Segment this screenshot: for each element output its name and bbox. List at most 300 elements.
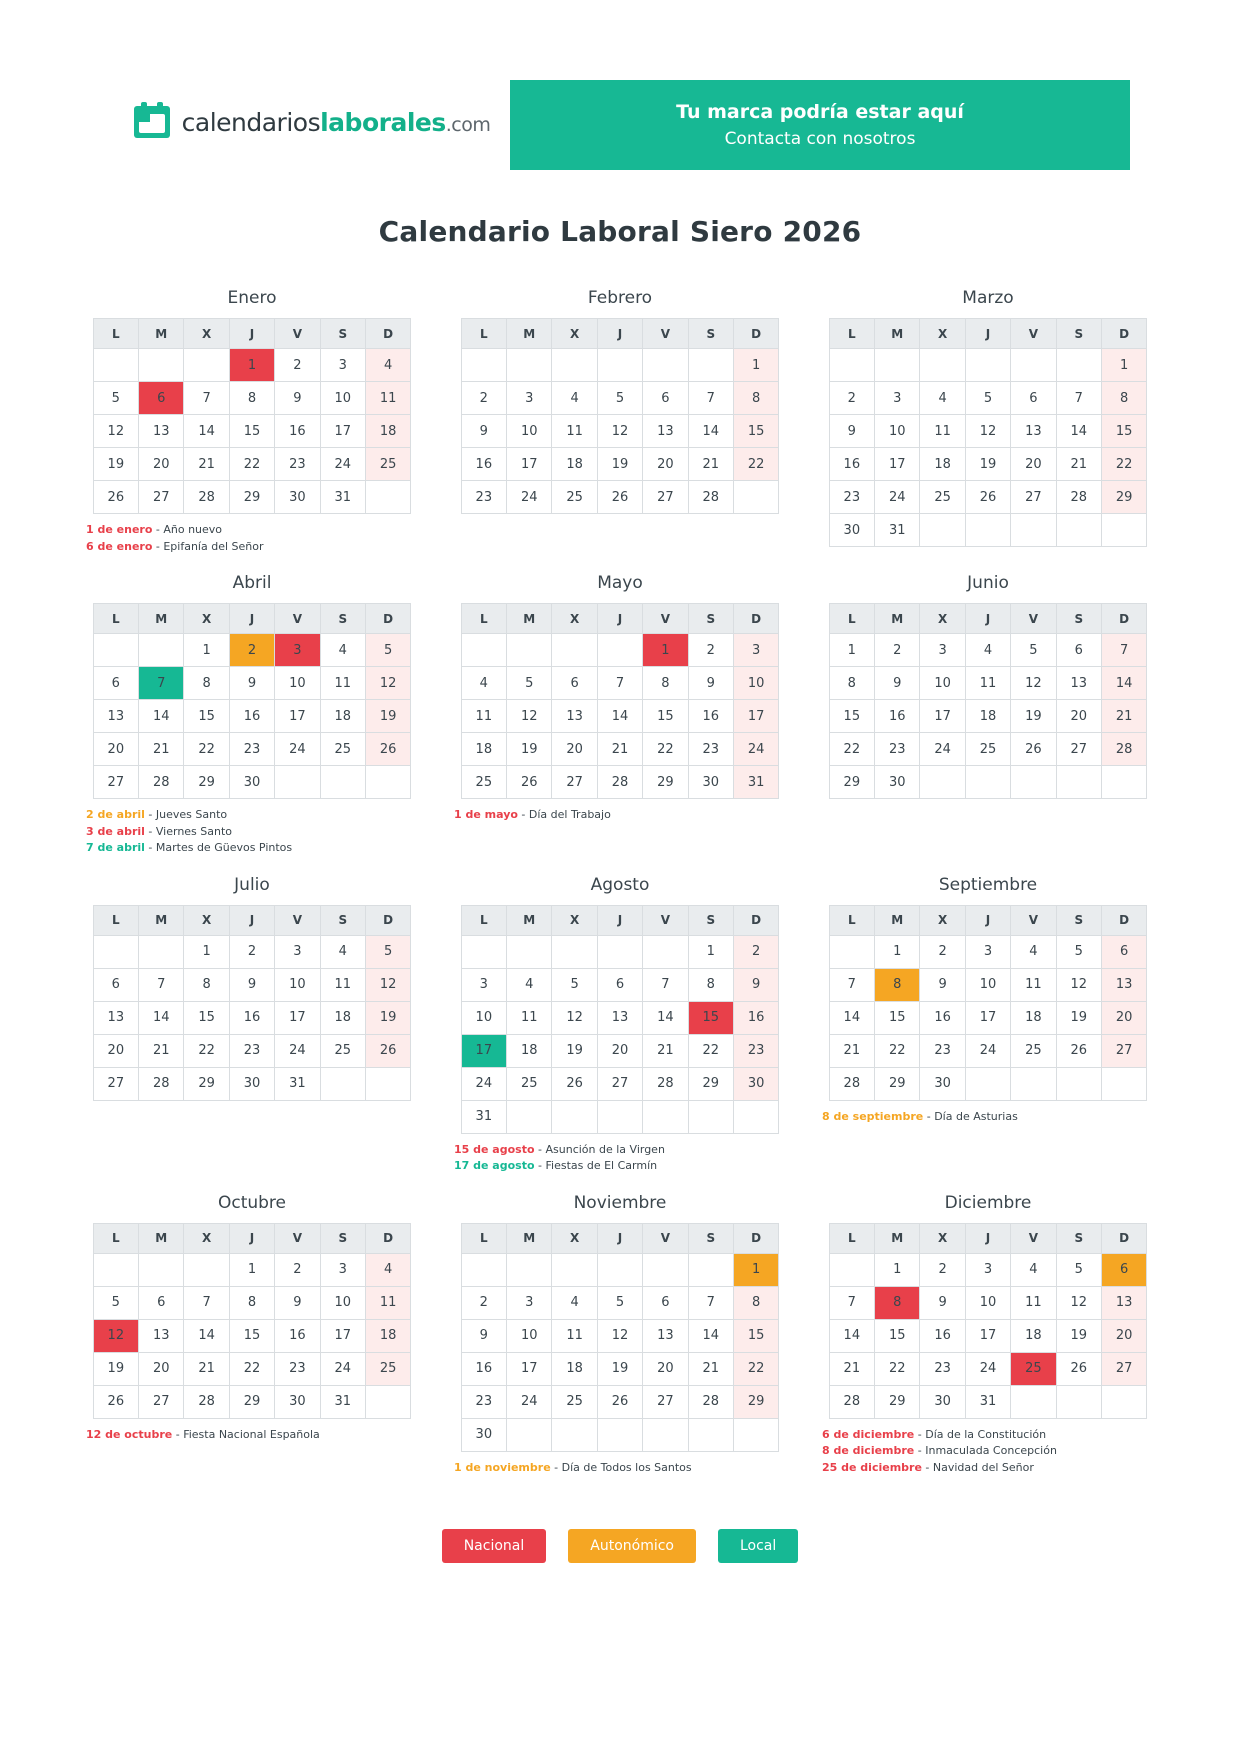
day-cell: 26 (1056, 1352, 1101, 1385)
day-cell: 23 (275, 448, 320, 481)
day-cell: 21 (139, 733, 184, 766)
month-block (450, 1193, 790, 1495)
day-cell: 22 (875, 1034, 920, 1067)
day-cell: 24 (507, 481, 552, 514)
holiday-note-date: 1 de enero (86, 523, 153, 536)
day-cell: 18 (552, 1352, 597, 1385)
day-cell: 6 (1011, 382, 1056, 415)
holiday-note (86, 807, 422, 824)
holiday-note-date: 8 de septiembre (822, 1109, 924, 1123)
day-cell: 25 (365, 1352, 410, 1385)
day-cell: 20 (1011, 448, 1056, 481)
week-row (461, 935, 779, 968)
day-cell: 22 (643, 733, 688, 766)
day-cell: 2 (920, 1253, 965, 1286)
holiday-note-text: - Día de la Constitución (914, 1427, 1047, 1441)
day-cell: 31 (733, 766, 778, 799)
month-name: Abril (232, 573, 272, 593)
day-cell: 15 (733, 1319, 778, 1352)
day-cell: 21 (643, 1034, 688, 1067)
holiday-note-date: 8 de diciembre (822, 1444, 915, 1457)
day-cell: 5 (965, 382, 1010, 415)
holiday-note-date: 15 de agosto (454, 1142, 535, 1156)
day-cell: 12 (597, 415, 642, 448)
day-cell: 9 (829, 415, 874, 448)
day-cell: 29 (688, 1067, 733, 1100)
holiday-notes (454, 1460, 790, 1477)
day-cell: 21 (597, 733, 642, 766)
holiday-note (86, 840, 422, 857)
empty-day-cell (688, 1253, 733, 1286)
empty-day-cell (1101, 514, 1146, 547)
week-row (461, 448, 779, 481)
day-cell: 11 (365, 1286, 410, 1319)
empty-day-cell (507, 349, 552, 382)
day-cell: 10 (733, 667, 778, 700)
weekday-header: L (93, 604, 138, 634)
day-cell: 25 (552, 481, 597, 514)
day-cell: 7 (1101, 634, 1146, 667)
weekday-header: J (229, 1223, 274, 1253)
empty-day-cell (829, 935, 874, 968)
weekday-header: X (184, 319, 229, 349)
day-cell: 24 (320, 1352, 365, 1385)
day-cell: 9 (275, 1286, 320, 1319)
day-cell: 14 (1056, 415, 1101, 448)
week-row (93, 700, 411, 733)
day-cell: 19 (507, 733, 552, 766)
month-name: Agosto (590, 874, 650, 895)
day-cell: 23 (733, 1034, 778, 1067)
day-cell: 13 (552, 700, 597, 733)
day-cell: 6 (552, 667, 597, 700)
empty-day-cell (643, 1253, 688, 1286)
day-cell: 17 (507, 1352, 552, 1385)
day-cell: 16 (688, 700, 733, 733)
week-row (461, 1034, 779, 1067)
day-cell: 28 (184, 1385, 229, 1418)
month-name: Mayo (597, 573, 643, 593)
day-cell: 26 (93, 481, 138, 514)
day-cell: 27 (1056, 733, 1101, 766)
day-cell: 11 (965, 667, 1010, 700)
day-cell: 20 (643, 448, 688, 481)
weekday-header: D (365, 319, 410, 349)
weekday-header: X (552, 905, 597, 935)
day-cell: 19 (597, 448, 642, 481)
holiday-day-cell: 1 (733, 1253, 778, 1286)
empty-day-cell (597, 1253, 642, 1286)
page-title: Calendario Laboral Siero 2026 (378, 215, 862, 248)
holiday-day-cell: 8 (875, 968, 920, 1001)
site-logo[interactable] (110, 80, 510, 146)
day-cell: 25 (965, 733, 1010, 766)
day-cell: 2 (275, 349, 320, 382)
day-cell: 18 (920, 448, 965, 481)
week-row (461, 1067, 779, 1100)
day-cell: 7 (139, 968, 184, 1001)
holiday-day-cell: 25 (1011, 1352, 1056, 1385)
day-cell: 28 (184, 481, 229, 514)
empty-day-cell (552, 1253, 597, 1286)
day-cell: 30 (275, 481, 320, 514)
holiday-day-cell: 1 (643, 634, 688, 667)
empty-day-cell (829, 1253, 874, 1286)
holiday-notes (86, 1427, 422, 1444)
week-row (829, 1067, 1147, 1100)
day-cell: 30 (275, 1385, 320, 1418)
holiday-note (86, 824, 422, 841)
day-cell: 1 (875, 935, 920, 968)
empty-day-cell (552, 349, 597, 382)
week-row (93, 1352, 411, 1385)
month-table (829, 603, 1148, 799)
weekday-header: V (643, 905, 688, 935)
day-cell: 29 (643, 766, 688, 799)
empty-day-cell (275, 766, 320, 799)
empty-day-cell (1101, 1385, 1146, 1418)
day-cell: 2 (920, 935, 965, 968)
day-cell: 19 (365, 1001, 410, 1034)
day-cell: 29 (875, 1067, 920, 1100)
holiday-day-cell: 8 (875, 1286, 920, 1319)
day-cell: 27 (93, 766, 138, 799)
day-cell: 21 (139, 1034, 184, 1067)
legend-item-aut[interactable]: Autonómico (568, 1529, 696, 1563)
day-cell: 31 (875, 514, 920, 547)
day-cell: 11 (365, 382, 410, 415)
day-cell: 22 (688, 1034, 733, 1067)
month-table (461, 1223, 780, 1452)
ad-banner[interactable] (510, 80, 1130, 170)
day-cell: 5 (1056, 935, 1101, 968)
empty-day-cell (829, 349, 874, 382)
day-cell: 3 (320, 349, 365, 382)
weekday-header: L (93, 905, 138, 935)
empty-day-cell (184, 349, 229, 382)
empty-day-cell (552, 634, 597, 667)
day-cell: 8 (733, 1286, 778, 1319)
empty-day-cell (461, 1253, 506, 1286)
day-cell: 12 (365, 667, 410, 700)
week-row (461, 481, 779, 514)
day-cell: 5 (597, 1286, 642, 1319)
ad-banner-title: Tu marca podría estar aquí (676, 101, 964, 123)
day-cell: 2 (229, 935, 274, 968)
day-cell: 13 (643, 415, 688, 448)
day-cell: 19 (93, 448, 138, 481)
legend-item-loc[interactable]: Local (718, 1529, 798, 1563)
day-cell: 26 (597, 1385, 642, 1418)
day-cell: 23 (275, 1352, 320, 1385)
empty-day-cell (1056, 349, 1101, 382)
holiday-notes (454, 1142, 790, 1175)
day-cell: 16 (829, 448, 874, 481)
day-cell: 23 (875, 733, 920, 766)
holiday-note-text: - Epifanía del Señor (152, 539, 264, 553)
empty-day-cell (965, 766, 1010, 799)
weekday-header: J (597, 905, 642, 935)
day-cell: 8 (733, 382, 778, 415)
week-row (461, 1100, 779, 1133)
day-cell: 6 (643, 1286, 688, 1319)
day-cell: 1 (875, 1253, 920, 1286)
empty-day-cell (507, 1100, 552, 1133)
day-cell: 29 (184, 1067, 229, 1100)
day-cell: 30 (733, 1067, 778, 1100)
weekday-header: X (920, 1223, 965, 1253)
day-cell: 16 (733, 1001, 778, 1034)
holiday-note-text: - Día de Asturias (923, 1109, 1018, 1123)
day-cell: 5 (597, 382, 642, 415)
weekday-header: L (461, 319, 506, 349)
holiday-day-cell: 1 (229, 349, 274, 382)
day-cell: 15 (1101, 415, 1146, 448)
weekday-header: M (139, 1223, 184, 1253)
weekday-header: L (829, 1223, 874, 1253)
day-cell: 4 (461, 667, 506, 700)
day-cell: 4 (365, 349, 410, 382)
day-cell: 12 (1056, 1286, 1101, 1319)
empty-day-cell (93, 1253, 138, 1286)
day-cell: 11 (920, 415, 965, 448)
day-cell: 14 (597, 700, 642, 733)
day-cell: 7 (184, 1286, 229, 1319)
day-cell: 4 (552, 1286, 597, 1319)
day-cell: 6 (643, 382, 688, 415)
day-cell: 3 (507, 382, 552, 415)
month-table (829, 905, 1148, 1101)
day-cell: 24 (275, 1034, 320, 1067)
day-cell: 14 (139, 1001, 184, 1034)
week-row (829, 700, 1147, 733)
empty-day-cell (1056, 514, 1101, 547)
day-cell: 28 (829, 1067, 874, 1100)
day-cell: 19 (365, 700, 410, 733)
day-cell: 18 (965, 700, 1010, 733)
day-cell: 18 (320, 1001, 365, 1034)
day-cell: 27 (139, 1385, 184, 1418)
day-cell: 4 (1011, 1253, 1056, 1286)
week-row (93, 1034, 411, 1067)
week-row (829, 514, 1147, 547)
calendar-icon (130, 98, 174, 146)
month-block (818, 1193, 1158, 1495)
empty-day-cell (965, 349, 1010, 382)
empty-day-cell (507, 1253, 552, 1286)
day-cell: 29 (829, 766, 874, 799)
weekday-header: X (552, 1223, 597, 1253)
day-cell: 9 (275, 382, 320, 415)
month-block (450, 875, 790, 1193)
day-cell: 25 (1011, 1034, 1056, 1067)
day-cell: 16 (229, 1001, 274, 1034)
day-cell: 29 (184, 766, 229, 799)
day-cell: 31 (320, 481, 365, 514)
month-table (461, 603, 780, 799)
day-cell: 30 (920, 1385, 965, 1418)
day-cell: 9 (461, 415, 506, 448)
day-cell: 24 (507, 1385, 552, 1418)
day-cell: 10 (507, 1319, 552, 1352)
day-cell: 6 (1056, 634, 1101, 667)
holiday-note (454, 807, 790, 824)
weekday-header: D (1101, 905, 1146, 935)
month-name: Octubre (217, 1192, 287, 1213)
empty-day-cell (920, 349, 965, 382)
day-cell: 2 (688, 634, 733, 667)
day-cell: 15 (229, 1319, 274, 1352)
weekday-header: X (552, 319, 597, 349)
day-cell: 14 (643, 1001, 688, 1034)
day-cell: 22 (733, 1352, 778, 1385)
weekday-header: X (184, 905, 229, 935)
day-cell: 19 (552, 1034, 597, 1067)
day-cell: 24 (320, 448, 365, 481)
day-cell: 10 (965, 1286, 1010, 1319)
day-cell: 8 (229, 1286, 274, 1319)
day-cell: 9 (461, 1319, 506, 1352)
day-cell: 26 (552, 1067, 597, 1100)
empty-day-cell (733, 481, 778, 514)
day-cell: 27 (552, 766, 597, 799)
day-cell: 10 (320, 1286, 365, 1319)
month-table (461, 905, 780, 1134)
holiday-note-text: - Inmaculada Concepción (914, 1444, 1057, 1457)
week-row (93, 1319, 411, 1352)
month-block (450, 573, 790, 875)
empty-day-cell (688, 1100, 733, 1133)
day-cell: 13 (93, 700, 138, 733)
day-cell: 20 (93, 733, 138, 766)
empty-day-cell (93, 634, 138, 667)
day-cell: 16 (275, 1319, 320, 1352)
ad-banner-subtitle: Contacta con nosotros (724, 129, 916, 149)
day-cell: 9 (733, 968, 778, 1001)
week-row (461, 1253, 779, 1286)
weekday-header: D (1101, 604, 1146, 634)
week-row (93, 382, 411, 415)
day-cell: 12 (93, 415, 138, 448)
day-cell: 17 (507, 448, 552, 481)
day-cell: 5 (93, 382, 138, 415)
holiday-day-cell: 2 (229, 634, 274, 667)
weekday-header: M (507, 1223, 552, 1253)
day-cell: 20 (1101, 1319, 1146, 1352)
holiday-note-date: 7 de abril (86, 841, 145, 854)
day-cell: 26 (1056, 1034, 1101, 1067)
day-cell: 3 (275, 935, 320, 968)
week-row (829, 1352, 1147, 1385)
legend-item-nac[interactable]: Nacional (442, 1529, 547, 1563)
day-cell: 15 (184, 1001, 229, 1034)
day-cell: 11 (552, 415, 597, 448)
weekday-header: S (688, 604, 733, 634)
day-cell: 2 (733, 935, 778, 968)
day-cell: 23 (461, 481, 506, 514)
day-cell: 14 (829, 1319, 874, 1352)
empty-day-cell (643, 1418, 688, 1451)
day-cell: 14 (184, 415, 229, 448)
day-cell: 26 (1011, 733, 1056, 766)
day-cell: 13 (139, 415, 184, 448)
day-cell: 6 (93, 968, 138, 1001)
day-cell: 12 (965, 415, 1010, 448)
empty-day-cell (920, 766, 965, 799)
day-cell: 24 (733, 733, 778, 766)
day-cell: 24 (875, 481, 920, 514)
weekday-header: L (93, 319, 138, 349)
empty-day-cell (365, 1385, 410, 1418)
holiday-day-cell: 12 (93, 1319, 138, 1352)
day-cell: 8 (184, 968, 229, 1001)
day-cell: 12 (597, 1319, 642, 1352)
day-cell: 18 (320, 700, 365, 733)
day-cell: 12 (507, 700, 552, 733)
week-row (93, 481, 411, 514)
day-cell: 13 (93, 1001, 138, 1034)
weekday-header: V (1011, 319, 1056, 349)
day-cell: 29 (1101, 481, 1146, 514)
empty-day-cell (643, 349, 688, 382)
empty-day-cell (461, 349, 506, 382)
empty-day-cell (139, 349, 184, 382)
day-cell: 26 (597, 481, 642, 514)
month-name: Junio (967, 573, 1009, 593)
day-cell: 6 (597, 968, 642, 1001)
weekday-header: L (829, 604, 874, 634)
day-cell: 11 (320, 968, 365, 1001)
weekday-header: D (733, 604, 778, 634)
week-row (461, 968, 779, 1001)
week-row (93, 349, 411, 382)
week-row (93, 1286, 411, 1319)
day-cell: 24 (461, 1067, 506, 1100)
day-cell: 18 (365, 1319, 410, 1352)
day-cell: 27 (643, 481, 688, 514)
month-name: Enero (227, 288, 277, 308)
empty-day-cell (365, 481, 410, 514)
day-cell: 31 (965, 1385, 1010, 1418)
empty-day-cell (552, 1418, 597, 1451)
month-table (93, 603, 412, 799)
weekday-header: V (275, 319, 320, 349)
day-cell: 23 (229, 1034, 274, 1067)
weekday-header: S (1056, 905, 1101, 935)
weekday-header: M (139, 604, 184, 634)
day-cell: 17 (275, 1001, 320, 1034)
day-cell: 25 (507, 1067, 552, 1100)
empty-day-cell (507, 935, 552, 968)
day-cell: 10 (920, 667, 965, 700)
month-name: Diciembre (944, 1192, 1032, 1213)
weekday-header: J (597, 319, 642, 349)
weekday-header: M (139, 319, 184, 349)
day-cell: 30 (829, 514, 874, 547)
empty-day-cell (597, 935, 642, 968)
day-cell: 28 (139, 766, 184, 799)
day-cell: 23 (229, 733, 274, 766)
month-block (818, 875, 1158, 1193)
day-cell: 31 (320, 1385, 365, 1418)
day-cell: 11 (320, 667, 365, 700)
holiday-note-date: 1 de mayo (454, 808, 518, 821)
day-cell: 8 (688, 968, 733, 1001)
holiday-day-cell: 15 (688, 1001, 733, 1034)
day-cell: 30 (920, 1067, 965, 1100)
day-cell: 15 (643, 700, 688, 733)
day-cell: 5 (93, 1286, 138, 1319)
